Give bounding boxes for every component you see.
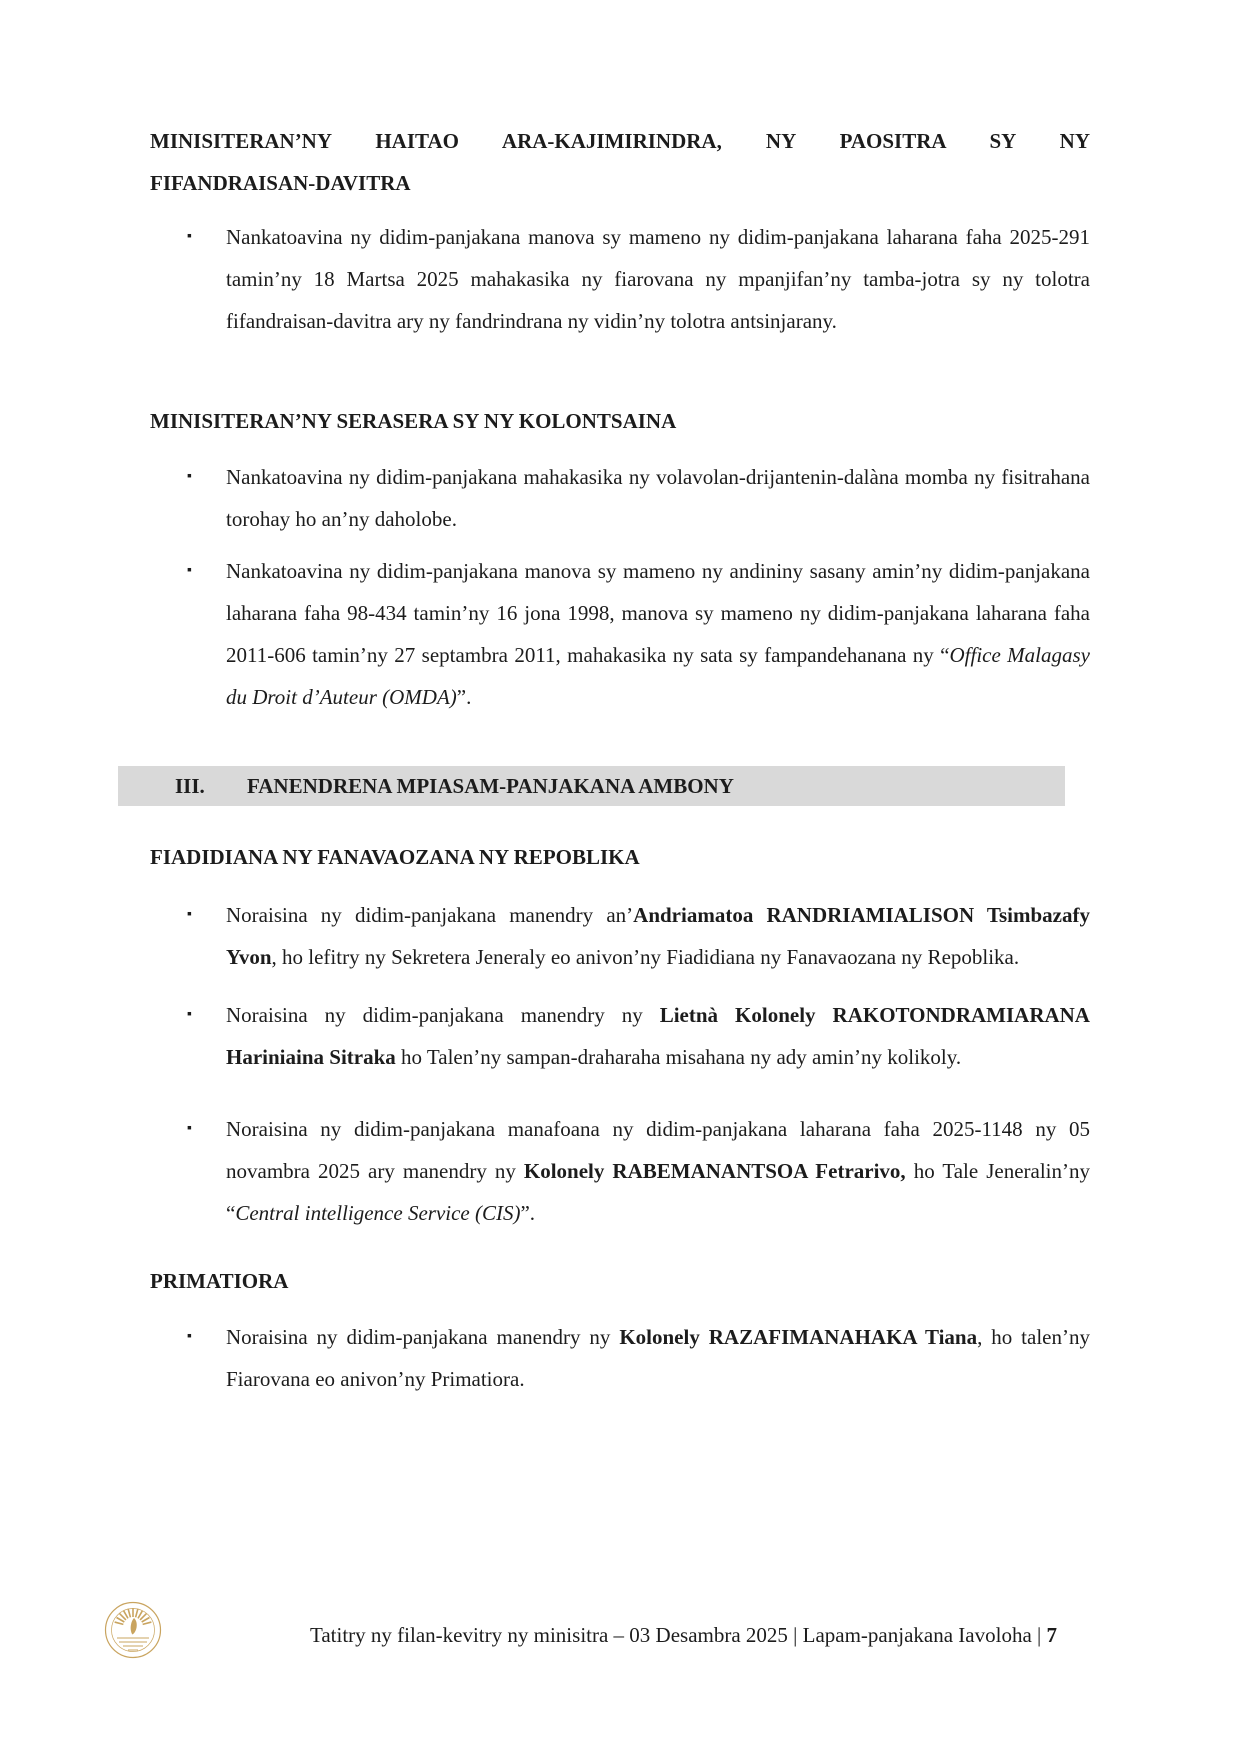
bullet-item xyxy=(150,894,1090,978)
bullet-item xyxy=(150,216,1090,342)
ministry-heading-line2: FIFANDRAISAN-DAVITRA xyxy=(150,171,411,195)
paragraph-text: Noraisina ny didim-panjakana manafoana ny didim-panjakana laharana faha 2025-1148 ny 05 novambra 2025 ary manendry ny xyxy=(226,1117,1090,1183)
paragraph-text: Nankatoavina ny didim-panjakana manova sy mameno ny didim-panjakana laharana faha 2025-291 tamin’ny 18 Martsa 2025 mahakasika ny fiarovana ny mpanjifan’ny tamba-jotra sy ny tolotra fifandraisan-davitra ary ny fandrindrana ny vidin’ny tolotra antsinjarany. xyxy=(226,225,1090,333)
page-number: 7 xyxy=(1046,1623,1057,1647)
bullet-square-icon: ▪ xyxy=(187,469,192,484)
presidential-seal-icon xyxy=(103,1600,163,1660)
primatiora-heading: PRIMATIORA xyxy=(150,1269,289,1293)
bullet-item xyxy=(150,994,1090,1078)
paragraph-text: ”. xyxy=(520,1201,536,1225)
bullet-item xyxy=(150,456,1090,540)
bullet-item xyxy=(150,550,1090,718)
paragraph-text: ”. xyxy=(456,685,472,709)
section-number: III. xyxy=(175,774,205,798)
paragraph-text: Noraisina ny didim-panjakana manendry ny xyxy=(226,1325,620,1349)
bullet-square-icon: ▪ xyxy=(187,1329,192,1344)
paragraph-text: , ho talen’ny Fiarovana eo anivon’ny Primatiora. xyxy=(226,1325,1090,1391)
appointee-name: Lietnà Kolonely RAKOTONDRAMIARANA Hariniaina Sitraka xyxy=(226,1003,1090,1069)
ministry-heading-serasera: MINISITERAN’NY SERASERA SY NY KOLONTSAINA xyxy=(150,409,677,433)
footer-text: Tatitry ny filan-kevitry ny minisitra – 03 Desambra 2025 | Lapam-panjakana Iavoloha | xyxy=(310,1623,1047,1647)
paragraph-text: Noraisina ny didim-panjakana manendry ny xyxy=(226,1003,660,1027)
bullet-item xyxy=(150,1108,1090,1234)
fiadidiana-heading: FIADIDIANA NY FANAVAOZANA NY REPOBLIKA xyxy=(150,845,640,869)
page-footer xyxy=(310,1620,1057,1650)
bullet-square-icon: ▪ xyxy=(187,563,192,578)
bullet-square-icon: ▪ xyxy=(187,907,192,922)
omda-italic-text: Office Malagasy du Droit d’Auteur (OMDA) xyxy=(226,643,1090,709)
paragraph-text: ho Tale Jeneralin’ny “ xyxy=(226,1159,1090,1225)
bullet-square-icon: ▪ xyxy=(187,229,192,244)
bullet-item xyxy=(150,1316,1090,1400)
ministry-heading-line1: MINISITERAN’NY HAITAO ARA-KAJIMIRINDRA, NY PAOSITRA SY NY xyxy=(150,129,1090,153)
section-iii-banner xyxy=(118,766,1065,806)
appointee-name: Andriamatoa RANDRIAMIALISON Tsimbazafy Yvon xyxy=(226,903,1090,969)
paragraph-text: Nankatoavina ny didim-panjakana manova sy mameno ny andininy sasany amin’ny didim-panjakana laharana faha 98-434 tamin’ny 16 jona 1998, manova sy mameno ny didim-panjakana laharana faha 2011-606 tamin’ny 27 septambra 2011, mahakasika ny sata sy fampandehanana ny “ xyxy=(226,559,1090,667)
paragraph-text: Noraisina ny didim-panjakana manendry an’ xyxy=(226,903,634,927)
appointee-name: Kolonely RAZAFIMANAHAKA Tiana xyxy=(619,1325,978,1349)
cis-italic-text: Central intelligence Service (CIS) xyxy=(235,1201,521,1225)
paragraph-text: ho Talen’ny sampan-draharaha misahana ny ady amin’ny kolikoly. xyxy=(395,1045,962,1069)
paragraph-text: , ho lefitry ny Sekretera Jeneraly eo anivon’ny Fiadidiana ny Fanavaozana ny Repoblika. xyxy=(271,945,1020,969)
document-body xyxy=(150,0,1090,1400)
paragraph-text: Nankatoavina ny didim-panjakana mahakasika ny volavolan-drijantenin-dalàna momba ny fisitrahana torohay ho an’ny daholobe. xyxy=(226,465,1090,531)
section-title: FANENDRENA MPIASAM-PANJAKANA AMBONY xyxy=(247,774,734,798)
bullet-square-icon: ▪ xyxy=(187,1007,192,1022)
bullet-square-icon: ▪ xyxy=(187,1121,192,1136)
appointee-name: Kolonely RABEMANANTSOA Fetrarivo, xyxy=(523,1159,906,1183)
